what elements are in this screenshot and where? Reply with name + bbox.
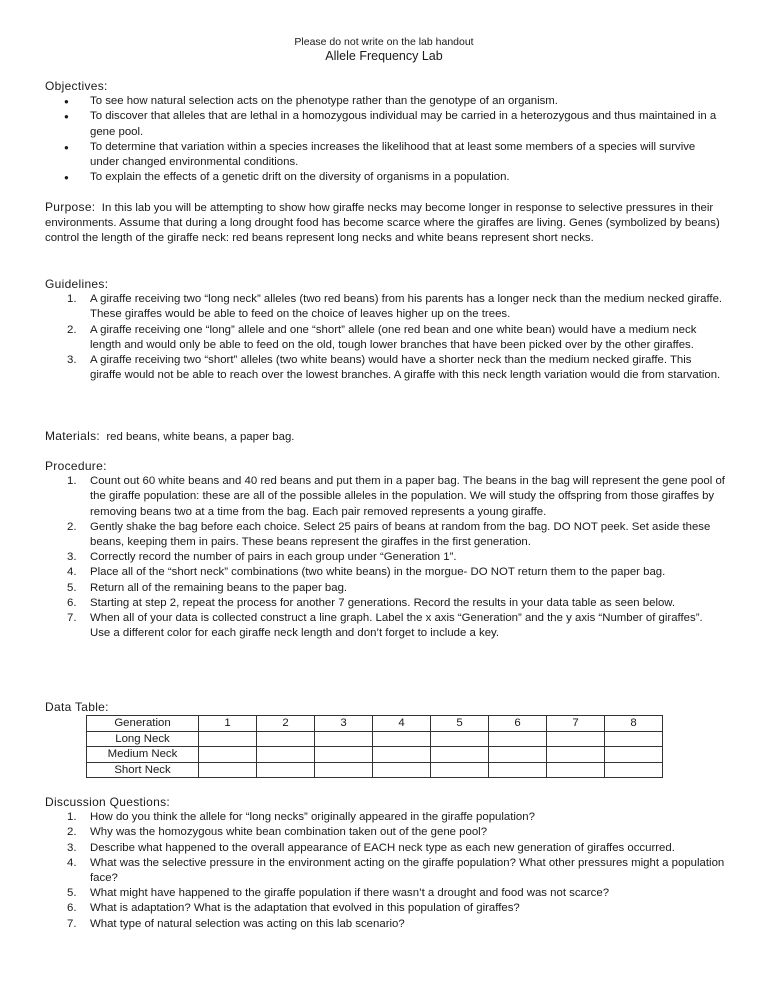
discussion-question: 6. What is adaptation? What is the adaptation that evolved in this population of giraffes?	[67, 902, 520, 915]
discussion-question: 2. Why was the homozygous white bean combination taken out of the gene pool?	[67, 826, 488, 839]
table-row	[87, 731, 663, 747]
table-cell	[315, 762, 373, 778]
objective-item: ● To see how natural selection acts on the phenotype rather than the genotype of an organism.	[45, 94, 725, 109]
discussion-heading: Discussion Questions:	[45, 795, 171, 809]
procedure-step: 2. Gently shake the bag before each choice. Select 25 pairs of beans at random from the bag. DO NOT peek. Set aside these beans, keeping them in pairs. These beans represent the giraffes in the first generation.	[67, 520, 711, 549]
discussion-list	[45, 810, 725, 932]
materials-heading: Materials:	[45, 429, 101, 443]
table-cell	[431, 731, 489, 747]
discussion-section	[45, 795, 725, 932]
table-cell	[257, 731, 315, 747]
handout-notice: Please do not write on the lab handout	[294, 36, 474, 48]
procedure-section	[45, 459, 725, 641]
guidelines-list	[45, 292, 725, 383]
guideline-item: 2. A giraffe receiving one “long” allele and one “short” allele (one red bean and one white bean) would have a medium neck length and would only be able to feed on the old, tough lower branches that have been picked over by the other giraffes.	[67, 323, 697, 351]
table-column-header: 8	[605, 716, 663, 732]
table-cell	[373, 762, 431, 778]
materials-text: red beans, white beans, a paper bag.	[106, 431, 295, 443]
table-column-header: 2	[257, 716, 315, 732]
procedure-step: 4. Place all of the “short neck” combinations (two white beans) in the morgue- DO NOT return them to the paper bag.	[67, 566, 666, 579]
table-cell	[199, 762, 257, 778]
table-cell	[431, 747, 489, 763]
discussion-question: 5. What might have happened to the giraffe population if there wasn’t a drought and food was not scarce?	[67, 887, 610, 900]
discussion-question: 4. What was the selective pressure in the environment acting on the giraffe population? What other pressures might a population face?	[67, 856, 725, 885]
procedure-step: 7. When all of your data is collected construct a line graph. Label the x axis “Generation” and the y axis “Number of giraffes”. Use a different color for each giraffe neck length and don’t forget to include a key.	[67, 612, 703, 640]
table-cell	[315, 747, 373, 763]
purpose-text: In this lab you will be attempting to show how giraffe necks may become longer in response to selective pressures in their environments. Assume that during a long drought food has become scarce where the giraffes are living. Genes (symbolized by beans) control the length of the giraffe neck: red beans represent long necks and white beans represent short necks.	[45, 202, 720, 245]
procedure-heading: Procedure:	[45, 459, 107, 473]
guideline-item: 1. A giraffe receiving two “long neck” alleles (two red beans) from his parents has a longer neck than the medium necked giraffe. These giraffes would be able to feed on the choice of leaves higher up on the trees.	[67, 293, 723, 321]
table-cell	[547, 731, 605, 747]
procedure-list	[45, 474, 725, 641]
table-row-label: Short Neck	[87, 762, 199, 778]
table-column-header: 6	[489, 716, 547, 732]
table-cell	[257, 747, 315, 763]
guidelines-heading: Guidelines:	[45, 277, 109, 291]
procedure-step: 6. Starting at step 2, repeat the process for another 7 generations. Record the results in your data table as seen below.	[67, 596, 676, 609]
table-column-header: 1	[199, 716, 257, 732]
table-cell	[489, 731, 547, 747]
materials-section	[45, 429, 725, 445]
table-cell	[257, 762, 315, 778]
table-header-label: Generation	[87, 716, 199, 732]
table-cell	[489, 762, 547, 778]
objectives-section	[45, 79, 725, 185]
purpose-heading: Purpose:	[45, 200, 96, 214]
table-column-header: 5	[431, 716, 489, 732]
objectives-list	[45, 94, 725, 185]
table-cell	[547, 747, 605, 763]
objective-item: ● To explain the effects of a genetic drift on the diversity of organisms in a population.	[45, 170, 725, 185]
table-column-header: 4	[373, 716, 431, 732]
table-cell	[431, 762, 489, 778]
discussion-question: 1. How do you think the allele for “long necks” originally appeared in the giraffe population?	[67, 811, 535, 824]
table-cell	[489, 747, 547, 763]
table-row	[87, 747, 663, 763]
table-header-row	[87, 716, 663, 732]
table-cell	[373, 747, 431, 763]
purpose-section	[45, 200, 725, 247]
discussion-question: 3. Describe what happened to the overall appearance of EACH neck type as each new generation of giraffes occurred.	[67, 841, 675, 854]
page-title: Allele Frequency Lab	[325, 49, 443, 63]
table-cell	[605, 731, 663, 747]
discussion-question: 7. What type of natural selection was acting on this lab scenario?	[67, 917, 405, 930]
table-cell	[199, 731, 257, 747]
table-column-header: 3	[315, 716, 373, 732]
objectives-heading: Objectives:	[45, 79, 108, 93]
objective-item: ● To discover that alleles that are lethal in a homozygous individual may be carried in a heterozygous and thus maintained in a gene pool.	[45, 109, 725, 139]
table-row	[87, 762, 663, 778]
table-row-label: Medium Neck	[87, 747, 199, 763]
data-table	[86, 715, 663, 778]
table-column-header: 7	[547, 716, 605, 732]
procedure-step: 5. Return all of the remaining beans to the paper bag.	[67, 581, 348, 594]
table-cell	[315, 731, 373, 747]
table-cell	[547, 762, 605, 778]
data-table-heading: Data Table:	[45, 700, 109, 714]
table-row-label: Long Neck	[87, 731, 199, 747]
data-table-section	[45, 700, 725, 715]
table-cell	[373, 731, 431, 747]
procedure-step: 3. Correctly record the number of pairs in each group under “Generation 1”.	[67, 551, 457, 564]
table-cell	[605, 762, 663, 778]
guideline-item: 3. A giraffe receiving two “short” alleles (two white beans) would have a shorter neck than the medium necked giraffe. This giraffe would not be able to reach over the lowest branches. A giraffe with this neck length variation would die from starvation.	[67, 354, 721, 382]
table-cell	[605, 747, 663, 763]
table-cell	[199, 747, 257, 763]
procedure-step: 1. Count out 60 white beans and 40 red beans and put them in a paper bag. The beans in the bag will represent the gene pool of the giraffe population: these are all of the possible alleles in the population. We will study the offspring from those giraffes by removing beans two at a time from the bag. Each pair removed represents a young giraffe.	[67, 475, 725, 518]
purpose-paragraph	[45, 200, 725, 247]
objective-item: ● To determine that variation within a species increases the likelihood that at least some members of a species will survive under changed environmental conditions.	[45, 140, 725, 170]
guidelines-section	[45, 277, 725, 383]
